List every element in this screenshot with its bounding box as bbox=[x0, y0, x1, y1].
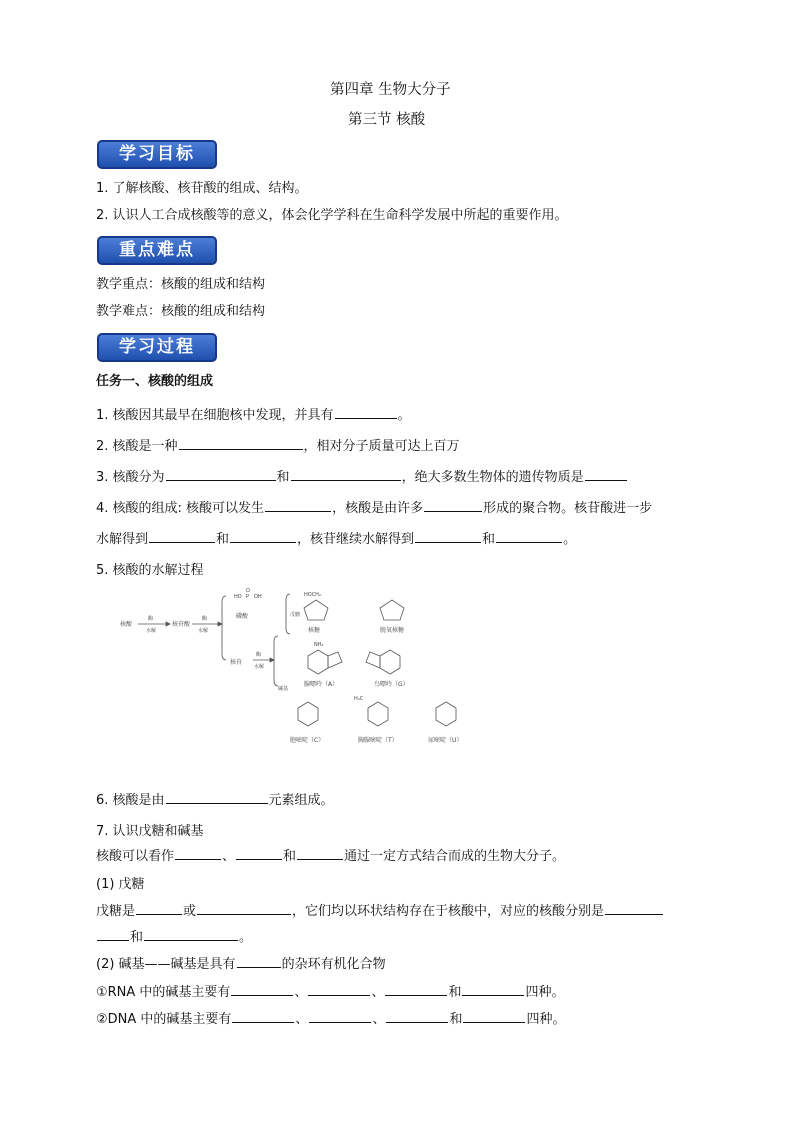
q3-text: 3. 核酸分为 bbox=[96, 470, 165, 485]
diagram-o: O bbox=[246, 588, 250, 594]
diagram-step3: 酶 bbox=[256, 652, 262, 658]
diagram-cytosine: 胞嘧啶（C） bbox=[290, 737, 325, 744]
key-point-item: 教学难点：核酸的组成和结构 bbox=[96, 304, 266, 319]
diagram-uracil: 尿嘧啶（U） bbox=[428, 737, 463, 744]
q2-text: 2. 核酸是一种 bbox=[96, 439, 178, 454]
q3-end: ，绝大多数生物体的遗传物质是 bbox=[401, 470, 584, 485]
diagram-step1b: 水解 bbox=[146, 628, 157, 634]
diagram-nucleoside: 核苷 bbox=[230, 659, 243, 666]
q4c-text: 水解得到 bbox=[96, 532, 149, 547]
rna-sep1: 、 bbox=[294, 985, 308, 1000]
process-badge: 学习过程 bbox=[97, 333, 217, 362]
answer-blank[interactable] bbox=[166, 468, 276, 481]
diagram-adenine: 腺嘌呤（A） bbox=[304, 681, 339, 688]
answer-blank[interactable] bbox=[297, 847, 343, 860]
answer-blank[interactable] bbox=[230, 530, 296, 543]
rna-text: ①RNA 中的碱基主要有 bbox=[96, 985, 231, 1000]
answer-blank[interactable] bbox=[386, 1010, 448, 1023]
answer-blank[interactable] bbox=[462, 983, 524, 996]
pentose-text: 戊糖是 bbox=[96, 904, 136, 919]
diagram-thymine: 胸腺嘧啶（T） bbox=[358, 737, 398, 744]
question-7-line bbox=[96, 845, 565, 864]
question-6 bbox=[96, 789, 334, 808]
answer-blank[interactable] bbox=[385, 983, 447, 996]
answer-blank[interactable] bbox=[231, 983, 293, 996]
q6-text: 6. 核酸是由 bbox=[96, 793, 165, 808]
pentose-end2: 。 bbox=[239, 930, 253, 945]
diagram-h3c: H₃C bbox=[354, 696, 364, 702]
dna-and: 和 bbox=[449, 1012, 463, 1027]
diagram-ribose: 核糖 bbox=[308, 627, 321, 634]
answer-blank[interactable] bbox=[236, 847, 282, 860]
question-2 bbox=[96, 435, 460, 454]
diagram-guanine: 鸟嘌呤（G） bbox=[374, 681, 409, 688]
question-3 bbox=[96, 466, 628, 485]
pentose-and: 和 bbox=[130, 930, 144, 945]
answer-blank[interactable] bbox=[308, 983, 370, 996]
q4-end: 形成的聚合物。核苷酸进一步 bbox=[483, 501, 653, 516]
diagram-step2b: 水解 bbox=[198, 628, 209, 634]
answer-blank[interactable] bbox=[197, 902, 291, 915]
dna-bases-line bbox=[96, 1008, 565, 1027]
answer-blank[interactable] bbox=[424, 499, 482, 512]
diagram-oh: OH bbox=[254, 594, 262, 600]
answer-blank[interactable] bbox=[175, 847, 221, 860]
diagram-nucleic-acid: 核酸 bbox=[120, 621, 133, 628]
answer-blank[interactable] bbox=[237, 955, 281, 968]
q7-text: 核酸可以看作 bbox=[96, 849, 175, 864]
answer-blank[interactable] bbox=[309, 1010, 371, 1023]
rna-bases-line bbox=[96, 981, 565, 1000]
question-5: 5. 核酸的水解过程 bbox=[96, 563, 204, 578]
answer-blank[interactable] bbox=[166, 791, 268, 804]
q1-end: 。 bbox=[397, 408, 411, 423]
objective-item: 2. 认识人工合成核酸等的意义，体会化学学科在生命科学发展中所起的重要作用。 bbox=[96, 208, 568, 223]
diagram-nh2: NH₂ bbox=[314, 642, 324, 648]
q1-text: 1. 核酸因其最早在细胞核中发现，并具有 bbox=[96, 408, 334, 423]
key-point-item: 教学重点：核酸的组成和结构 bbox=[96, 277, 266, 292]
diagram-hoch2: HOCH₂ bbox=[304, 592, 321, 598]
question-1 bbox=[96, 404, 411, 423]
q3-and: 和 bbox=[276, 470, 290, 485]
q7-end: 通过一定方式结合而成的生物大分子。 bbox=[344, 849, 566, 864]
base-end: 的杂环有机化合物 bbox=[281, 957, 386, 972]
q7-and: 和 bbox=[283, 849, 297, 864]
rna-end: 四种。 bbox=[525, 985, 565, 1000]
answer-blank[interactable] bbox=[144, 928, 238, 941]
pentose-line bbox=[96, 900, 664, 919]
answer-blank[interactable] bbox=[496, 530, 562, 543]
answer-blank[interactable] bbox=[179, 437, 303, 450]
q2-end: ，相对分子质量可达上百万 bbox=[303, 439, 460, 454]
answer-blank[interactable] bbox=[463, 1010, 525, 1023]
q7-sep: 、 bbox=[222, 849, 236, 864]
pentose-end: ，它们均以环状结构存在于核酸中，对应的核酸分别是 bbox=[292, 904, 605, 919]
diagram-ho: HO bbox=[234, 594, 242, 600]
dna-text: ②DNA 中的碱基主要有 bbox=[96, 1012, 232, 1027]
diagram-deoxyribose: 脱氧核糖 bbox=[380, 627, 405, 634]
question-4 bbox=[96, 497, 652, 516]
q4c-and: 和 bbox=[216, 532, 230, 547]
q4c-and2: 和 bbox=[482, 532, 496, 547]
section-title: 第三节 核酸 bbox=[348, 112, 426, 128]
diagram-nucleotide: 核苷酸 bbox=[172, 621, 191, 628]
answer-blank[interactable] bbox=[149, 530, 215, 543]
answer-blank[interactable] bbox=[136, 902, 182, 915]
base-text: (2) 碱基——碱基是具有 bbox=[96, 957, 236, 972]
task-title: 任务一、核酸的组成 bbox=[96, 374, 214, 389]
diagram-step1: 酶 bbox=[148, 616, 154, 622]
key-points-badge: 重点难点 bbox=[97, 236, 217, 265]
q6-end: 元素组成。 bbox=[268, 793, 334, 808]
pentose-title: (1) 戊糖 bbox=[96, 877, 145, 892]
dna-sep1: 、 bbox=[295, 1012, 309, 1027]
answer-blank[interactable] bbox=[585, 468, 627, 481]
dna-sep2: 、 bbox=[372, 1012, 386, 1027]
objectives-badge: 学习目标 bbox=[97, 140, 217, 169]
q4-text: 4. 核酸的组成: 核酸可以发生 bbox=[96, 501, 265, 516]
pentose-or: 或 bbox=[183, 904, 197, 919]
pentose-line-cont bbox=[96, 926, 252, 945]
diagram-step3b: 水解 bbox=[254, 664, 265, 670]
q4c-end: 。 bbox=[563, 532, 577, 547]
answer-blank[interactable] bbox=[97, 928, 129, 941]
diagram-p: P bbox=[246, 594, 250, 600]
chapter-title: 第四章 生物大分子 bbox=[330, 82, 451, 98]
answer-blank[interactable] bbox=[265, 499, 331, 512]
rna-and: 和 bbox=[448, 985, 462, 1000]
diagram-base: 碱基 bbox=[278, 686, 289, 692]
hydrolysis-diagram bbox=[118, 586, 468, 754]
question-4-cont bbox=[96, 528, 576, 547]
base-line bbox=[96, 953, 386, 972]
dna-end: 四种。 bbox=[526, 1012, 566, 1027]
answer-blank[interactable] bbox=[232, 1010, 294, 1023]
diagram-step2: 酶 bbox=[202, 616, 208, 622]
q4-mid: ，核酸是由许多 bbox=[332, 501, 424, 516]
q4c-mid: ，核苷继续水解得到 bbox=[297, 532, 415, 547]
answer-blank[interactable] bbox=[291, 468, 401, 481]
rna-sep2: 、 bbox=[371, 985, 385, 1000]
answer-blank[interactable] bbox=[335, 406, 397, 419]
diagram-pentose: 戊糖 bbox=[290, 612, 301, 618]
diagram-phosphoric-acid: 磷酸 bbox=[236, 613, 249, 620]
objective-item: 1. 了解核酸、核苷酸的组成、结构。 bbox=[96, 181, 308, 196]
question-7: 7. 认识戊糖和碱基 bbox=[96, 824, 204, 839]
answer-blank[interactable] bbox=[415, 530, 481, 543]
answer-blank[interactable] bbox=[605, 902, 663, 915]
